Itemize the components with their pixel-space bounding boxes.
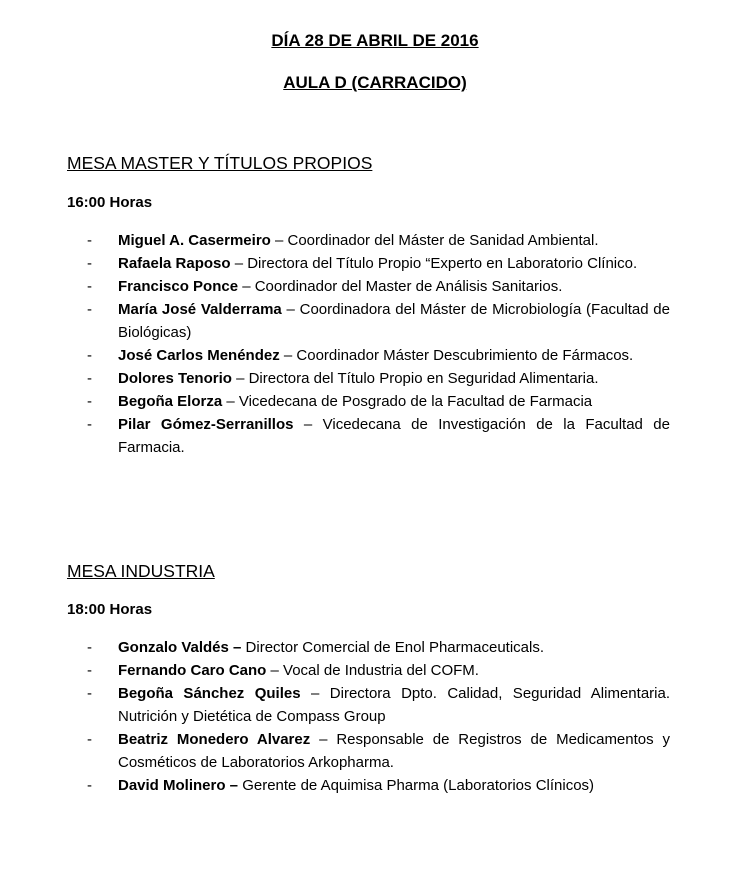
section-time-master: 16:00 Horas [67, 194, 153, 211]
bullet-dash: - [87, 685, 92, 702]
section-time-industria: 18:00 Horas [67, 601, 153, 618]
section-title-master: MESA MASTER Y TÍTULOS PROPIOS [67, 153, 373, 173]
person-name: Fernando Caro Cano [118, 662, 267, 679]
person-name: Pilar Gómez-Serranillos [118, 416, 294, 433]
person-name: Dolores Tenorio [118, 370, 232, 387]
person-name: Beatriz Monedero Alvarez [118, 731, 311, 748]
person-role: – Coordinador del Máster de Sanidad Ambiental. [270, 232, 599, 249]
person-role: – Vicedecana de Posgrado de la Facultad de Farmacia [222, 393, 593, 410]
person-name: David Molinero – [118, 777, 239, 794]
bullet-dash: - [87, 777, 92, 794]
person-role: – Coordinadora del Máster de Microbiología (Facultad de Biológicas) [118, 301, 670, 341]
list-item [87, 659, 670, 682]
person-name: José Carlos Menéndez [118, 347, 280, 364]
person-name: Francisco Ponce [118, 278, 239, 295]
person-role: – Directora del Título Propio en Seguridad Alimentaria. [231, 370, 599, 387]
list-item [87, 344, 670, 367]
bullet-dash: - [87, 278, 92, 295]
person-name: María José Valderrama [118, 301, 282, 318]
person-name: Begoña Sánchez Quiles [118, 685, 301, 702]
person-name: Begoña Elorza [118, 393, 223, 410]
bullet-dash: - [87, 416, 92, 433]
list-item [87, 728, 670, 774]
section-title-industria: MESA INDUSTRIA [67, 561, 215, 581]
bullet-dash: - [87, 370, 92, 387]
bullet-dash: - [87, 393, 92, 410]
person-role: Gerente de Aquimisa Pharma (Laboratorios Clínicos) [238, 777, 595, 794]
person-role: – Vocal de Industria del COFM. [266, 662, 479, 679]
bullet-dash: - [87, 639, 92, 656]
person-role: – Vicedecana de Investigación de la Facultad de Farmacia. [118, 416, 670, 456]
date-heading: DÍA 28 DE ABRIL DE 2016 [271, 31, 479, 50]
bullet-dash: - [87, 232, 92, 249]
person-name: Rafaela Raposo [118, 255, 231, 272]
bullet-dash: - [87, 347, 92, 364]
person-role: – Directora Dpto. Calidad, Seguridad Alimentaria. Nutrición y Dietética de Compass Group [118, 685, 670, 725]
list-item [87, 275, 670, 298]
industria-list [87, 636, 670, 797]
bullet-dash: - [87, 731, 92, 748]
list-item [87, 413, 670, 459]
room-heading: AULA D (CARRACIDO) [283, 73, 467, 92]
list-item [87, 774, 670, 797]
master-list [87, 229, 670, 459]
list-item [87, 636, 670, 659]
list-item [87, 367, 670, 390]
person-role: – Responsable de Registros de Medicamentos y Cosméticos de Laboratorios Arkopharma. [118, 731, 670, 771]
list-item [87, 682, 670, 728]
bullet-dash: - [87, 662, 92, 679]
person-role: – Coordinador Máster Descubrimiento de Fármacos. [279, 347, 634, 364]
list-item [87, 252, 670, 275]
bullet-dash: - [87, 255, 92, 272]
person-name: Gonzalo Valdés – [118, 639, 242, 656]
person-name: Miguel A. Casermeiro [118, 232, 271, 249]
list-item [87, 229, 670, 252]
person-role: – Coordinador del Master de Análisis Sanitarios. [238, 278, 563, 295]
bullet-dash: - [87, 301, 92, 318]
list-item [87, 298, 670, 344]
person-role: – Directora del Título Propio “Experto en Laboratorio Clínico. [230, 255, 638, 272]
person-role: Director Comercial de Enol Pharmaceuticals. [241, 639, 545, 656]
list-item [87, 390, 670, 413]
